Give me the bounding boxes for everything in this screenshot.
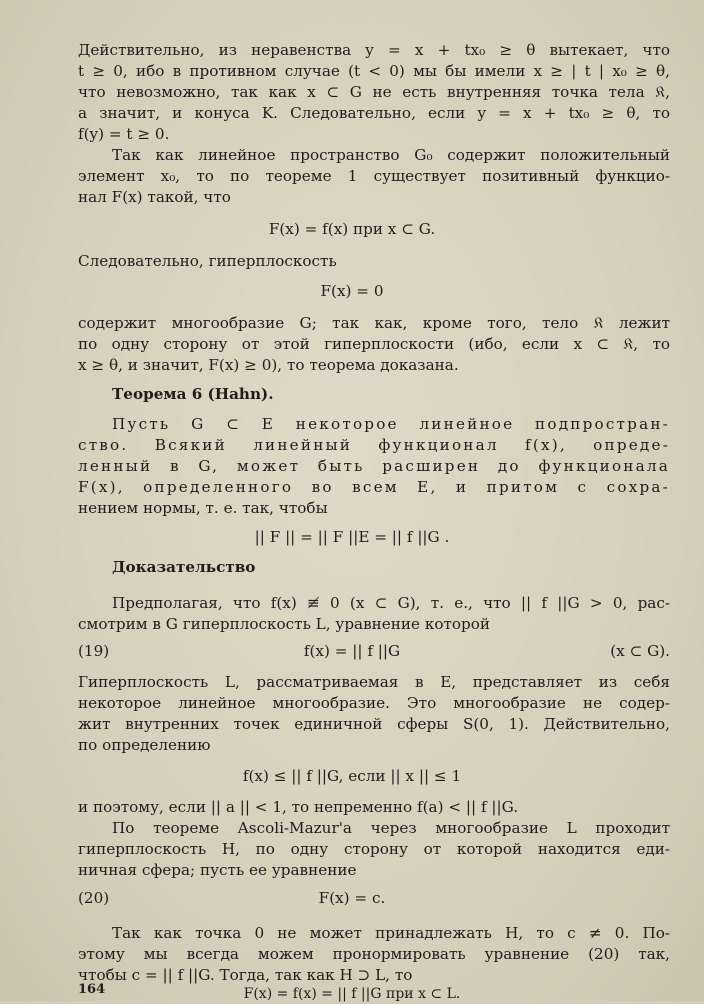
text-line: чтобы c = || f ||G. Тогда, так как H ⊃ L, то <box>78 966 413 984</box>
text-line: этому мы всегда можем пронормировать уравнение (20) так, <box>78 945 670 963</box>
text-line: Так как точка 0 не может принадлежать H, то c ≠ 0. По- <box>112 924 670 942</box>
text-line: Действительно, из неравенства y = x + tx₀ ≥ θ вытекает, что <box>78 41 670 59</box>
equation-number: (20) <box>78 889 110 907</box>
text-line: что невозможно, так как x ⊂ G не есть внутренняя точка тела 𝔎, <box>78 83 670 101</box>
text-line: x ≥ θ, и значит, F(x) ≥ 0), то теорема доказана. <box>78 356 459 374</box>
text-line: некоторое линейное многообразие. Это многообразие не содер- <box>78 694 670 712</box>
text-line: элемент x₀, то по теореме 1 существует позитивный функцио- <box>78 167 670 185</box>
text-line: Следовательно, гиперплоскость <box>78 252 337 270</box>
text-line: и поэтому, если || a || < 1, то непременно f(a) < || f ||G. <box>78 798 519 816</box>
text-line: Так как линейное пространство G₀ содержит положительный <box>112 146 670 164</box>
text-line: по определению <box>78 736 211 754</box>
text-line: гиперплоскость H, по одну сторону от которой находится еди- <box>78 840 670 858</box>
text-line: t ≥ 0, ибо в противном случае (t < 0) мы бы имели x ≥ | t | x₀ ≥ θ, <box>78 62 670 80</box>
text-line: нал F(x) такой, что <box>78 188 231 206</box>
text-line: жит внутренних точек единичной сферы S(0, 1). Действительно, <box>78 715 670 733</box>
formula: F(x) = c. <box>318 889 386 907</box>
theorem-heading: Теорема 6 (Hahn). <box>112 385 274 403</box>
formula: F(x) = f(x) при x ⊂ G. <box>268 220 436 238</box>
text-line: ничная сфера; пусть ее уравнение <box>78 861 357 879</box>
text-line: содержит многообразие G; так как, кроме того, тело 𝔎 лежит <box>78 314 670 332</box>
equation-number: (19) <box>78 642 110 660</box>
text-line: ленный в G, может быть расширен до функционала <box>78 457 670 475</box>
text-line: Гиперплоскость L, рассматриваемая в E, представляет из себя <box>78 673 670 691</box>
text-line: F(x), определенного во всем E, и притом с сохра- <box>78 478 670 496</box>
text-line: по одну сторону от этой гиперплоскости (ибо, если x ⊂ 𝔎, то <box>78 335 670 353</box>
page-number: 164 <box>78 982 106 997</box>
text-line: ство. Всякий линейный функционал f(x), опреде- <box>78 436 670 454</box>
text-line: смотрим в G гиперплоскость L, уравнение которой <box>78 615 491 633</box>
text-line: Пусть G ⊂ E некоторое линейное подпростран- <box>112 415 670 433</box>
equation-condition: (x ⊂ G). <box>610 642 670 660</box>
text-line: а значит, и конуса K. Следовательно, если y = x + tx₀ ≥ θ, то <box>78 104 670 122</box>
formula: f(x) = || f ||G <box>303 642 401 660</box>
proof-heading: Доказательство <box>112 558 256 576</box>
text-line: нением нормы, т. е. так, чтобы <box>78 499 328 517</box>
formula: F(x) = f(x) = || f ||G при x ⊂ L. <box>243 986 461 1002</box>
formula: || F || = || F ||E = || f ||G . <box>254 528 450 546</box>
text-line: Предполагая, что f(x) ≢ 0 (x ⊂ G), т. е., что || f ||G > 0, рас- <box>112 594 670 612</box>
formula: F(x) = 0 <box>320 282 384 300</box>
formula: f(x) ≤ || f ||G, если || x || ≤ 1 <box>242 767 462 785</box>
text-line: f(y) = t ≥ 0. <box>78 125 170 143</box>
text-line: По теореме Ascoli-Mazur'a через многообразие L проходит <box>112 819 670 837</box>
